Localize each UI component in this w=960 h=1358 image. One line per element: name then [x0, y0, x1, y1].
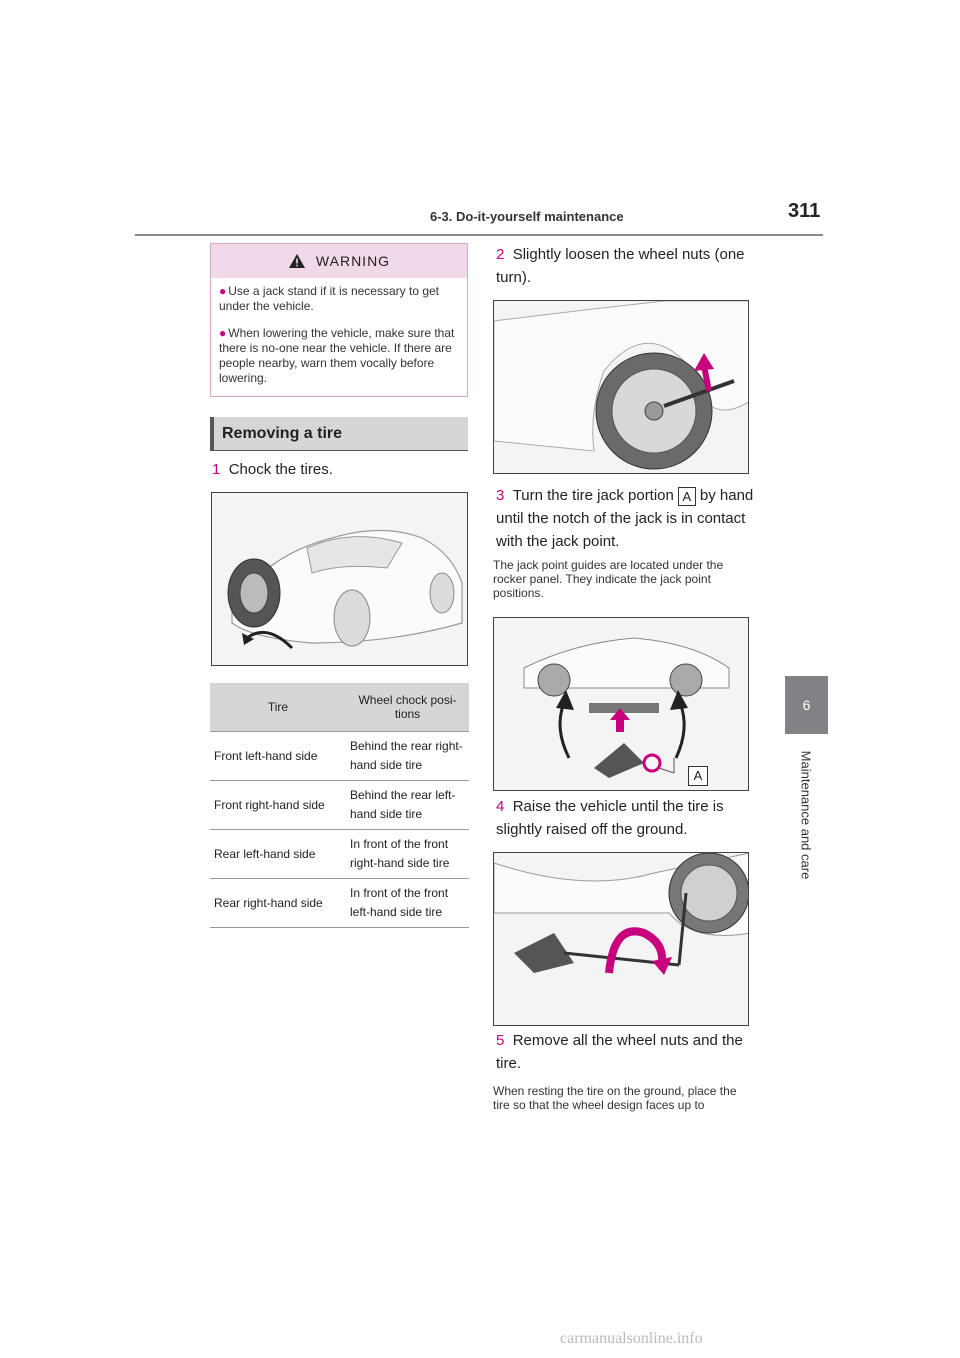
- warning-title: WARNING: [315, 253, 391, 269]
- table-header-row: [210, 683, 469, 732]
- warning-box: [210, 243, 468, 397]
- wheel-wrench-illustration: [494, 301, 749, 474]
- warning-bullet: ● When lowering the vehicle, make sure that there is no-one near the vehicle. If there are people nearby, warn them vocally before lowering.: [219, 326, 455, 385]
- step-5: 5 Remove all the wheel nuts and the tire.: [496, 1032, 743, 1072]
- chapter-side-title: [784, 742, 828, 888]
- wheel-chock-table: [210, 683, 469, 928]
- step-2: 2 Slightly loosen the wheel nuts (one turn).: [496, 246, 745, 286]
- figure-raise-vehicle: [493, 852, 749, 1026]
- warning-triangle-icon: [288, 253, 306, 269]
- warning-bullet: ● Use a jack stand if it is necessary to get under the vehicle.: [219, 284, 440, 313]
- table-row: Front right-hand side Behind the rear left-hand side tire: [210, 781, 469, 830]
- figure-chock-tires: [211, 492, 468, 666]
- section-heading: Removing a tire: [210, 417, 468, 451]
- table-row: Rear right-hand side In front of the front left-hand side tire: [210, 879, 469, 928]
- figure-label-a: A: [688, 766, 708, 786]
- raise-vehicle-illustration: [494, 853, 749, 1026]
- step-4: 4 Raise the vehicle until the tire is slightly raised off the ground.: [496, 798, 724, 838]
- step-3: 3 Turn the tire jack portion A by hand until the notch of the jack is in contact with the jack point.: [496, 487, 754, 550]
- chapter-title: Maintenance and care: [798, 750, 814, 880]
- figure-loosen-nuts: [493, 300, 749, 474]
- table-row: Front left-hand side Behind the rear right-hand side tire: [210, 732, 469, 781]
- bullet-icon: ●: [219, 326, 227, 340]
- jack-point-illustration: [494, 618, 749, 791]
- watermark: carmanualsonline.info: [560, 1330, 703, 1347]
- chapter-number: 6: [802, 697, 811, 713]
- table-row: Rear left-hand side In front of the front right-hand side tire: [210, 830, 469, 879]
- column-header-tire: Tire: [210, 683, 346, 732]
- bullet-icon: ●: [219, 284, 227, 298]
- figure-jack-point: [493, 617, 749, 791]
- warning-header: [211, 244, 467, 278]
- section-title: 6-3. Do-it-yourself maintenance: [430, 209, 624, 224]
- car-chock-illustration: [212, 493, 468, 666]
- chapter-tab: [785, 676, 828, 734]
- step-5-note: When resting the tire on the ground, place the tire so that the wheel design faces up to: [493, 1084, 737, 1112]
- step-1: 1 Chock the tires.: [212, 461, 333, 478]
- header-rule: [135, 234, 823, 236]
- column-header-chock-position: Wheel chock posi-tions: [346, 683, 469, 732]
- step-3-note: The jack point guides are located under the rocker panel. They indicate the jack point positions.: [493, 558, 724, 600]
- page-number: 311: [788, 200, 821, 222]
- label-a-box: A: [678, 487, 696, 506]
